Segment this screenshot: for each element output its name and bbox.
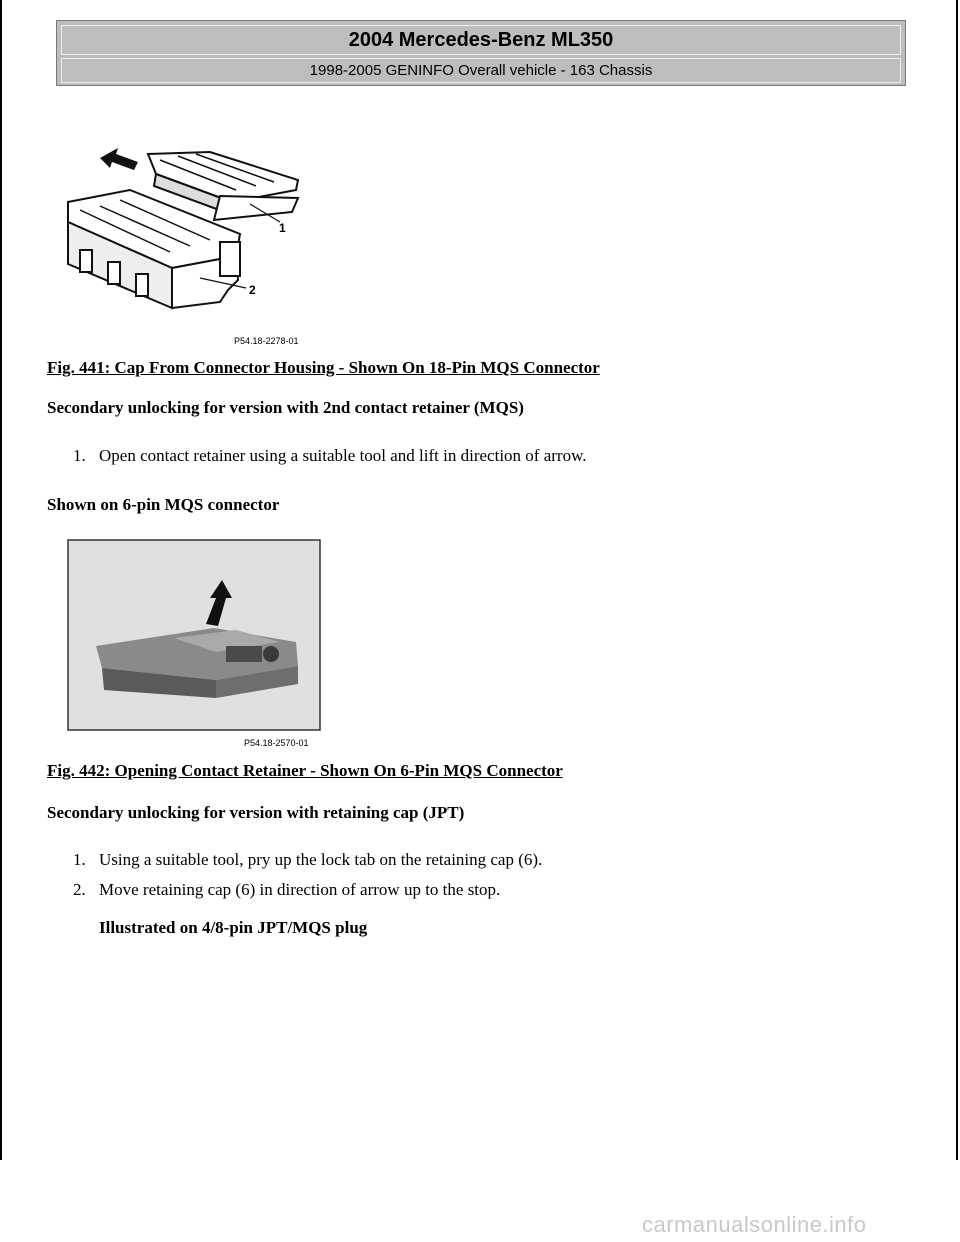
subheading-6-pin: Shown on 6-pin MQS connector bbox=[47, 495, 280, 514]
figure-441-label-1: 1 bbox=[279, 221, 286, 235]
list-item-text: Move retaining cap (6) in direction of arrow up to the stop. bbox=[99, 880, 501, 899]
list-item-number: 1. bbox=[73, 850, 86, 869]
list-item bbox=[73, 850, 542, 870]
header-subtitle: 1998-2005 GENINFO Overall vehicle - 163 Chassis bbox=[61, 58, 901, 83]
list-item bbox=[73, 880, 500, 900]
section-heading-mqs: Secondary unlocking for version with 2nd contact retainer (MQS) bbox=[47, 398, 524, 417]
watermark-text: carmanualsonline.info bbox=[642, 1212, 867, 1237]
list-item bbox=[73, 446, 587, 466]
figure-441-connector-drawing bbox=[60, 130, 324, 348]
section-heading-jpt: Secondary unlocking for version with retaining cap (JPT) bbox=[47, 803, 465, 822]
document-header bbox=[56, 20, 906, 86]
page-border-right bbox=[956, 0, 958, 1160]
figure-442-connector-photo bbox=[66, 538, 322, 750]
page-border-left bbox=[0, 0, 2, 1160]
list-item-text: Using a suitable tool, pry up the lock tab on the retaining cap (6). bbox=[99, 850, 543, 869]
figure-441-caption: Fig. 441: Cap From Connector Housing - Shown On 18-Pin MQS Connector bbox=[47, 358, 600, 377]
list-item-number: 1. bbox=[73, 446, 86, 465]
figure-442-caption: Fig. 442: Opening Contact Retainer - Shown On 6-Pin MQS Connector bbox=[47, 761, 563, 780]
figure-442-code: P54.18-2570-01 bbox=[244, 738, 309, 748]
subheading-jpt-plug: Illustrated on 4/8-pin JPT/MQS plug bbox=[99, 918, 368, 937]
figure-441-label-2: 2 bbox=[249, 283, 256, 297]
list-item-text: Open contact retainer using a suitable tool and lift in direction of arrow. bbox=[99, 446, 587, 465]
header-title: 2004 Mercedes-Benz ML350 bbox=[61, 25, 901, 55]
figure-441-code: P54.18-2278-01 bbox=[234, 336, 299, 346]
list-item-number: 2. bbox=[73, 880, 86, 899]
